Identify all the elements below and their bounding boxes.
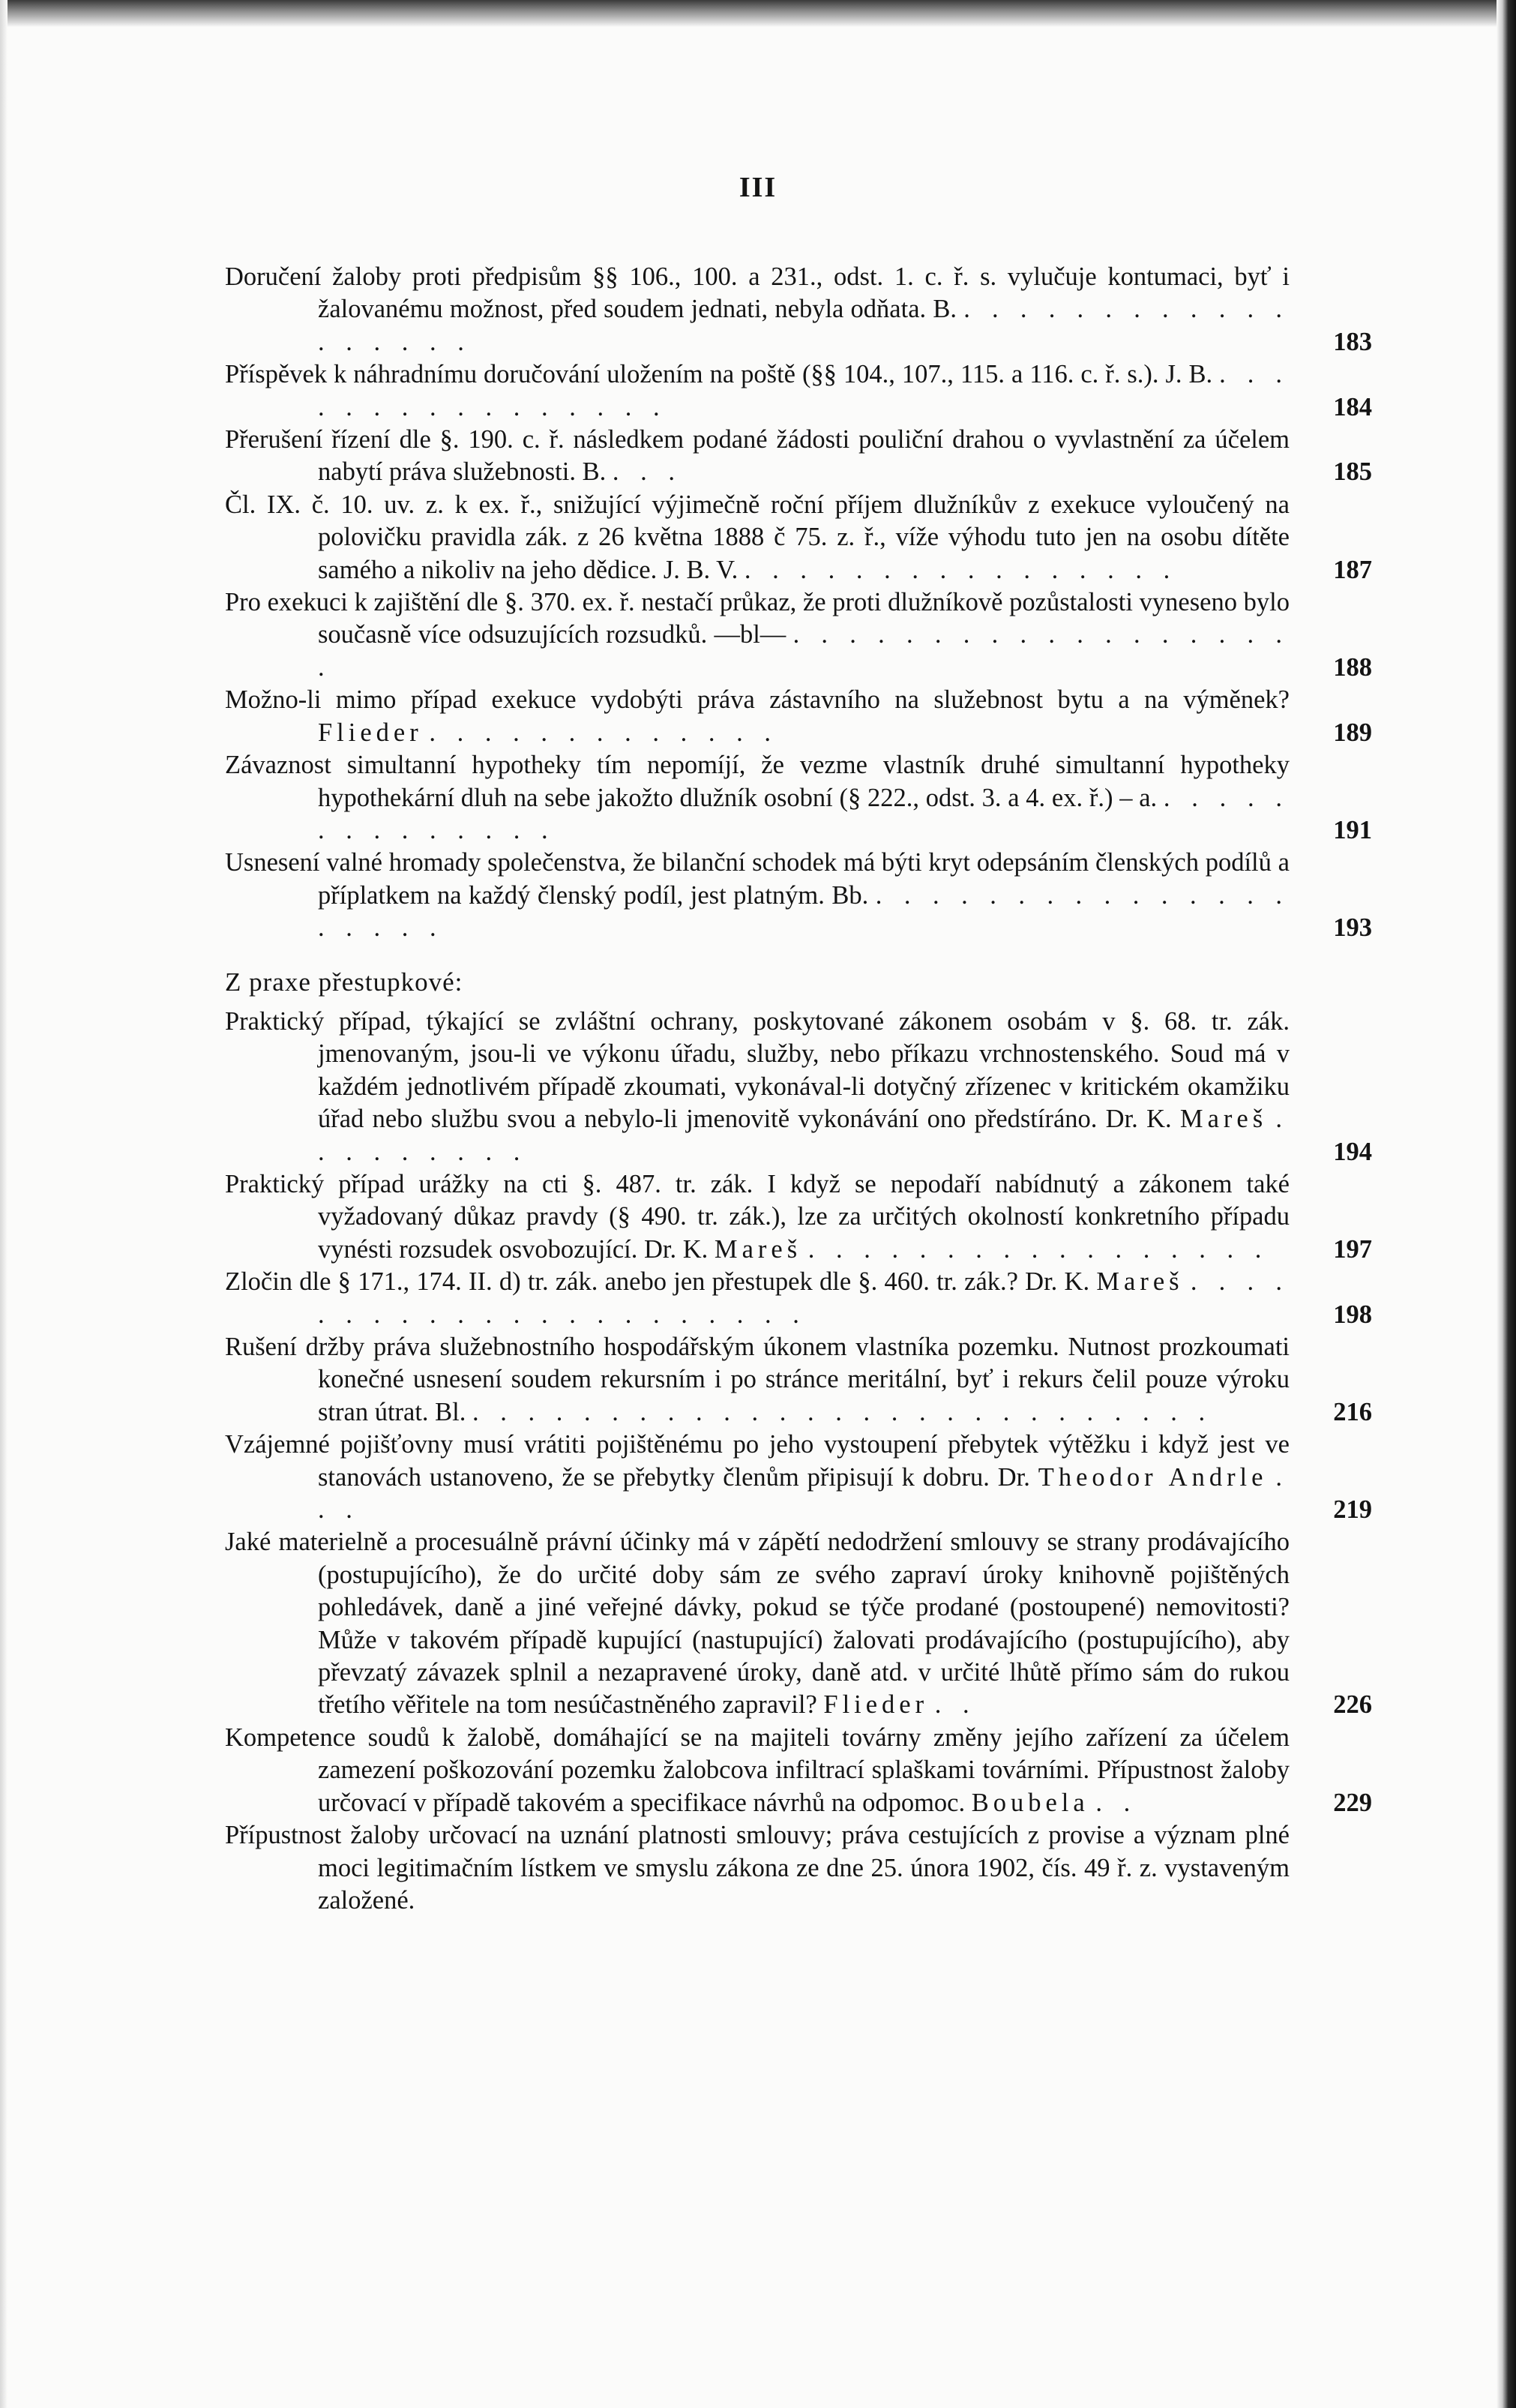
page-ref: 226 bbox=[1333, 1690, 1372, 1720]
page-ref: 185 bbox=[1333, 457, 1372, 487]
table-of-contents bbox=[225, 261, 1372, 1917]
toc-entry: Příspěvek k náhradnímu doručování uložením na poště (§§ 104., 107., 115. a 116. c. ř. s.). J. B. . . . . . . . . . . . . . . . . 184 bbox=[225, 358, 1372, 424]
toc-entry: Závaznost simultanní hypotheky tím nepomíjí, že vezme vlastník druhé simultanní hypotheky hypothekární dluh na sebe jakožto dlužník osobní (§ 222., odst. 3. a 4. ex. ř.) – a. . . . . . . . . . . . . . . 191 bbox=[225, 749, 1372, 847]
page-ref: 197 bbox=[1333, 1234, 1372, 1264]
page-ref: 187 bbox=[1333, 555, 1372, 584]
toc-entry: Přerušení řízení dle §. 190. c. ř. následkem podané žádosti pouliční drahou o vyvlastnění za účelem nabytí práva služebnosti. B. . . . 185 bbox=[225, 424, 1372, 489]
author-name: Theodor Andrle bbox=[1038, 1462, 1268, 1492]
section-heading: Z praxe přestupkové: bbox=[225, 967, 463, 997]
toc-entry: Doručení žaloby proti předpisům §§ 106., 100. a 231., odst. 1. c. ř. s. vylučuje kontumaci, byť i žalovanému možnost, před soudem jednati, nebyla odňata. B. . . . . . . . . . . . . . . . . . . 183 bbox=[225, 261, 1372, 358]
page-number: III bbox=[739, 172, 777, 203]
page-ref: 191 bbox=[1333, 815, 1372, 844]
scan-edge-top bbox=[0, 0, 1516, 27]
toc-entry: Pro exekuci k zajištění dle §. 370. ex. ř. nestačí průkaz, že proti dlužníkově pozůstalosti vyneseno bylo současně více odsuzujících rozsudků. —bl— . . . . . . . . . . . . . . . . . . . 188 bbox=[225, 586, 1372, 684]
toc-entry: Rušení držby práva služebnostního hospodářským úkonem vlastníka pozemku. Nutnost prozkoumati konečné usnesení soudem rekursním i po stránce meritální, byť i rekurs čelil pouze výroku stran útrat. Bl. . . . . . . . . . . . . . . . . . . . . . . . . . . . 216 bbox=[225, 1331, 1372, 1429]
page-ref: 194 bbox=[1333, 1137, 1372, 1166]
toc-entry: Usnesení valné hromady společenstva, že bilanční schodek má býti kryt odepsáním členských podílů a příplatkem na každý členský podíl, jest platným. Bb. . . . . . . . . . . . . . . . . . . . . 193 bbox=[225, 847, 1372, 944]
page-ref: 184 bbox=[1333, 392, 1372, 421]
page-ref: 216 bbox=[1333, 1397, 1372, 1426]
toc-entry: Čl. IX. č. 10. uv. z. k ex. ř., snižující výjimečně roční příjem dlužníkův z exekuce vyloučený na polovičku pravidla zák. z 26 května 1888 č 75. z. ř., víže výhodu tuto jen na osobu dítěte samého a nikoliv na jeho dědice. J. B. V. . . . . . . . . . . . . . . . . 187 bbox=[225, 489, 1372, 586]
toc-entry: Praktický případ, týkající se zvláštní ochrany, poskytované zákonem osobám v §. 68. tr. zák. jmenovaným, jsou-li ve výkonu úřadu, služby, nebo příkazu vrchnostenského. Soud má v každém jednotlivém případě zkoumati, vykonával-li dotyčný zřízenec v kritickém okamžiku úřad nebo službu svou a nebylo-li jmenovitě vykonávání ono předstíráno. Dr. K. Mareš . . . . . . . . . 194 bbox=[225, 1006, 1372, 1168]
toc-entry: Přípustnost žaloby určovací na uznání platnosti smlouvy; práva cestujících z provise a význam plné moci legitimačním lístkem ve smyslu zákona ze dne 25. února 1902, čís. 49 ř. z. vystaveným založené. bbox=[225, 1821, 1290, 1915]
toc-entry: Kompetence soudů k žalobě, domáhající se na majiteli továrny změny jejího zařízení za účelem zamezení poškozování pozemku žalobcova infiltrací splaškami továrními. Přípustnost žaloby určovací v případě takovém a specifikace návrhů na odpomoc. Boubela . . 229 bbox=[225, 1722, 1372, 1819]
page-ref: 198 bbox=[1333, 1300, 1372, 1329]
author-name: Mareš bbox=[1179, 1105, 1268, 1134]
toc-entry: Vzájemné pojišťovny musí vrátiti pojištěnému po jeho vystoupení přebytek výtěžku i když jest ve stanovách ustanoveno, že se přebytky členům připisují k dobru. Dr. Theodor Andrle . . . 219 bbox=[225, 1429, 1372, 1526]
page-ref: 229 bbox=[1333, 1788, 1372, 1817]
page-ref: 183 bbox=[1333, 327, 1372, 356]
author-name: Flieder bbox=[823, 1690, 929, 1720]
toc-entry: Možno-li mimo případ exekuce vydobýti práva zástavního na služebnost bytu a na výměnek? Flieder . . . . . . . . . . . . . 189 bbox=[225, 684, 1372, 749]
page-ref: 193 bbox=[1333, 913, 1372, 943]
scan-edge-left bbox=[0, 0, 7, 2408]
author-name: Mareš bbox=[1096, 1267, 1184, 1297]
page-ref: 188 bbox=[1333, 652, 1372, 682]
author-name: Flieder bbox=[318, 718, 423, 747]
author-name: Boubela bbox=[971, 1788, 1089, 1817]
scan-edge-right bbox=[1497, 0, 1516, 2408]
page-ref: 189 bbox=[1333, 718, 1372, 747]
page-ref: 219 bbox=[1333, 1495, 1372, 1525]
toc-entry: Praktický případ urážky na cti §. 487. tr. zák. I když se nepodaří nabídnutý a zákonem také vyžadovaný důkaz pravdy (§ 490. tr. zák.), lze za určitých okolností konkretního případu vynésti rozsudek osvobozující. Dr. K. Mareš . . . . . . . . . . . . . . . . . 197 bbox=[225, 1168, 1372, 1266]
author-name: Mareš bbox=[714, 1234, 802, 1264]
toc-entry: Jaké materielně a procesuálně právní účinky má v zápětí nedodržení smlouvy se strany prodávajícího (postupujícího), že do určité doby sám ze svého zapraví úroky knihovně pojištěných pohledávek, daně a jiné veřejné dávky, pokud se týče prodané (postoupené) nemovitosti? Může v takovém případě kupující (nastupující) žalovati prodávajícího (postupujícího), aby převzatý závazek splnil a nezapravené úroky, daně atd. v určité lhůtě přímo sám do rukou třetího věřitele na tom nesúčastněného zapravil? Flieder . . 226 bbox=[225, 1526, 1372, 1721]
toc-entry: Zločin dle § 171., 174. II. d) tr. zák. anebo jen přestupek dle §. 460. tr. zák.? Dr. K. Mareš . . . . . . . . . . . . . . . . . . . . . . 198 bbox=[225, 1266, 1372, 1331]
